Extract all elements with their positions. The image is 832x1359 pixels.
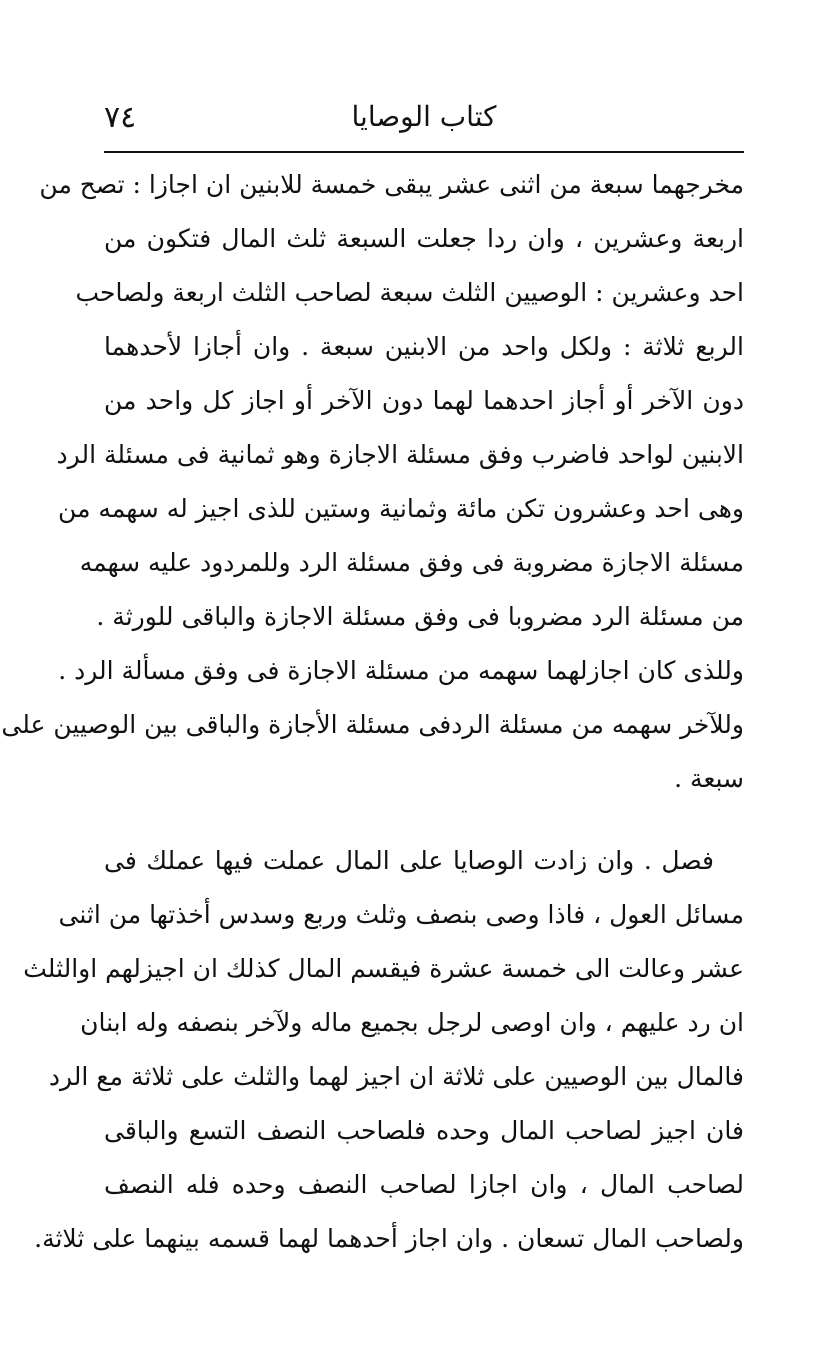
paragraph-1 bbox=[1, 158, 744, 806]
text-line: دون الآخر أو أجاز احدهما لهما دون الآخر أو اجاز كل واحد من bbox=[104, 386, 744, 415]
text-line: مسئلة الاجازة مضروبة فى وفق مسئلة الرد وللمردود عليه سهمه bbox=[79, 548, 744, 577]
body-text bbox=[1, 158, 744, 1266]
text-line: لصاحب المال ، وان اجازا لصاحب النصف وحده فله النصف bbox=[104, 1170, 744, 1199]
text-line: فان اجيز لصاحب المال وحده فلصاحب النصف التسع والباقى bbox=[104, 1116, 744, 1145]
paragraph-gap bbox=[104, 806, 744, 834]
text-line: سبعة . bbox=[674, 764, 744, 793]
text-line: ولصاحب المال تسعان . وان اجاز أحدهما لهما قسمه بينهما على ثلاثة. bbox=[34, 1224, 744, 1253]
page-header bbox=[104, 96, 744, 144]
text-line: اربعة وعشرين ، وان ردا جعلت السبعة ثلث المال فتكون من bbox=[104, 224, 744, 253]
paragraph-2 bbox=[23, 834, 744, 1266]
text-line: عشر وعالت الى خمسة عشرة فيقسم المال كذلك ان اجيزلهم اوالثلث bbox=[23, 954, 744, 983]
text-line: من مسئلة الرد مضروبا فى وفق مسئلة الاجازة والباقى للورثة . bbox=[96, 602, 744, 631]
text-line: فصل . وان زادت الوصايا على المال عملت فيها عملك فى bbox=[104, 846, 714, 875]
text-line: الابنين لواحد فاضرب وفق مسئلة الاجازة وهو ثمانية فى مسئلة الرد bbox=[56, 440, 744, 469]
text-line: مخرجهما سبعة من اثنى عشر يبقى خمسة للابنين ان اجازا : تصح من bbox=[39, 170, 744, 199]
text-line: فالمال بين الوصيين على ثلاثة ان اجيز لهما والثلث على ثلاثة مع الرد bbox=[48, 1062, 744, 1091]
text-line: ان رد عليهم ، وان اوصى لرجل بجميع ماله ولآخر بنصفه وله ابنان bbox=[80, 1008, 744, 1037]
page-number: ٧٤ bbox=[104, 100, 137, 135]
text-line: الربع ثلاثة : ولكل واحد من الابنين سبعة . وان أجازا لأحدهما bbox=[104, 332, 744, 361]
header-rule bbox=[104, 151, 744, 153]
text-line: وهى احد وعشرون تكن مائة وثمانية وستين للذى اجيز له سهمه من bbox=[58, 494, 744, 523]
text-line: مسائل العول ، فاذا وصى بنصف وثلث وربع وسدس أخذتها من اثنى bbox=[58, 900, 744, 929]
running-title: كتاب الوصايا bbox=[351, 100, 497, 133]
text-line: وللآخر سهمه من مسئلة الردفى مسئلة الأجازة والباقى بين الوصيين على bbox=[1, 710, 744, 739]
text-line: احد وعشرين : الوصيين الثلث سبعة لصاحب الثلث اربعة ولصاحب bbox=[75, 278, 744, 307]
text-line: وللذى كان اجازلهما سهمه من مسئلة الاجازة فى وفق مسألة الرد . bbox=[58, 656, 744, 685]
